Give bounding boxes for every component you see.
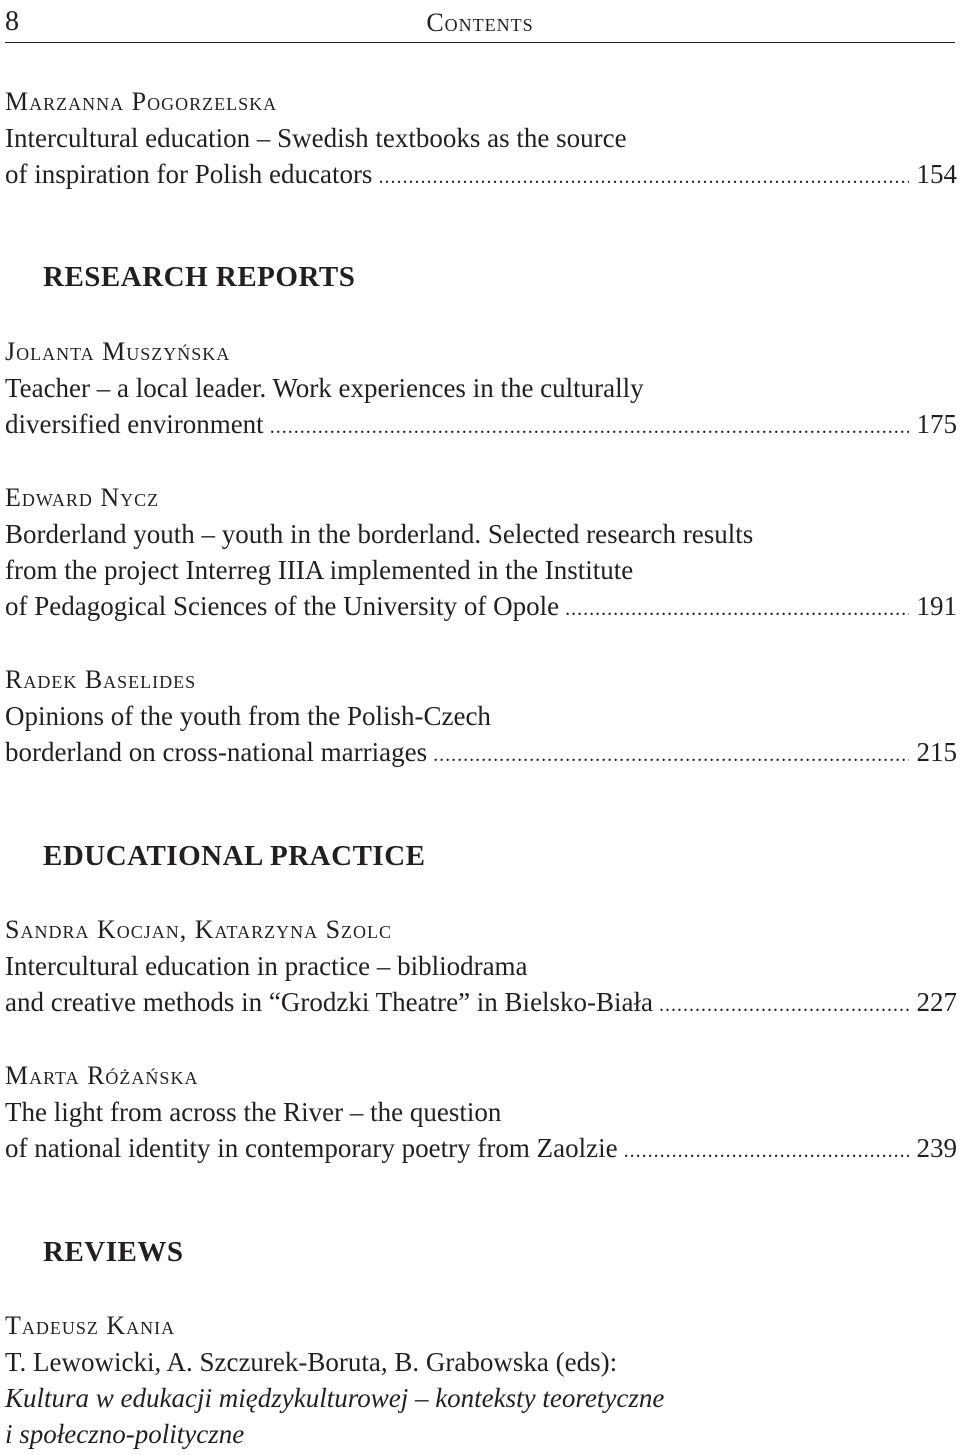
entry-title-line: of inspiration for Polish educators [5, 159, 373, 189]
entry-title-italic-line: Kultura w edukacji międzykulturowej – konteksty teoretyczne [5, 1383, 665, 1413]
entry-title-italic-line: i społeczno-polityczne [5, 1419, 245, 1449]
toc-entry [5, 84, 957, 195]
entry-author: Sandra Kocjan, Katarzyna Szolc [5, 915, 393, 944]
section-heading-educational-practice: EDUCATIONAL PRACTICE [43, 840, 426, 872]
toc-entry [5, 662, 957, 773]
entry-title-line: Opinions of the youth from the Polish-Czech [5, 701, 491, 731]
entry-title-last-line [5, 588, 957, 627]
entry-author: Tadeusz Kania [5, 1311, 176, 1340]
entry-title-line: and creative methods in “Grodzki Theatre” in Bielsko-Biała [5, 987, 654, 1017]
entry-page-number: 175 [916, 409, 957, 439]
entry-title-line: of Pedagogical Sciences of the University of Opole [5, 591, 560, 621]
entry-author: Marzanna Pogorzelska [5, 87, 278, 116]
entry-title-last-line [5, 406, 957, 445]
entry-title-line: The light from across the River – the question [5, 1097, 502, 1127]
entry-title-line: Teacher – a local leader. Work experiences in the culturally [5, 373, 644, 403]
running-title: Contents [426, 8, 534, 37]
entry-title-last-line [5, 1130, 957, 1169]
dot-leader [659, 987, 908, 1023]
entry-page-number: 191 [916, 591, 957, 621]
entry-author: Marta Różańska [5, 1061, 199, 1090]
entry-title-line: Intercultural education – Swedish textbooks as the source [5, 123, 627, 153]
running-head [5, 0, 955, 43]
dot-leader [433, 737, 908, 773]
dot-leader [624, 1133, 909, 1169]
entry-page-number: 227 [916, 987, 957, 1017]
entry-title-line: of national identity in contemporary poetry from Zaolzie [5, 1133, 618, 1163]
section-heading-research-reports: RESEARCH REPORTS [43, 261, 356, 293]
entry-title-last-line [5, 984, 957, 1023]
dot-leader [565, 591, 908, 627]
dot-leader [378, 159, 908, 195]
toc-entry [5, 480, 957, 627]
entry-title-last-line [5, 156, 957, 195]
entry-title-line: Borderland youth – youth in the borderland. Selected research results [5, 519, 754, 549]
entry-page-number: 154 [916, 159, 957, 189]
toc-entry [5, 334, 957, 445]
entry-author: Radek Baselides [5, 665, 197, 694]
entry-title-line: diversified environment [5, 409, 264, 439]
entry-author: Edward Nycz [5, 483, 160, 512]
toc-entry [5, 912, 957, 1023]
entry-title-line: from the project Interreg IIIA implemented in the Institute [5, 555, 634, 585]
page-number: 8 [5, 6, 19, 37]
dot-leader [270, 409, 909, 445]
entry-author: Jolanta Muszyńska [5, 337, 231, 366]
entry-title-line: borderland on cross-national marriages [5, 737, 428, 767]
toc-entry [5, 1058, 957, 1169]
entry-title-last-line [5, 734, 957, 773]
entry-page-number: 215 [916, 737, 957, 767]
entry-title-line: T. Lewowicki, A. Szczurek-Boruta, B. Grabowska (eds): [5, 1347, 618, 1377]
toc-entry [5, 1308, 957, 1452]
entry-page-number: 239 [916, 1133, 957, 1163]
section-heading-reviews: REVIEWS [43, 1236, 184, 1268]
entry-title-line: Intercultural education in practice – bibliodrama [5, 951, 528, 981]
